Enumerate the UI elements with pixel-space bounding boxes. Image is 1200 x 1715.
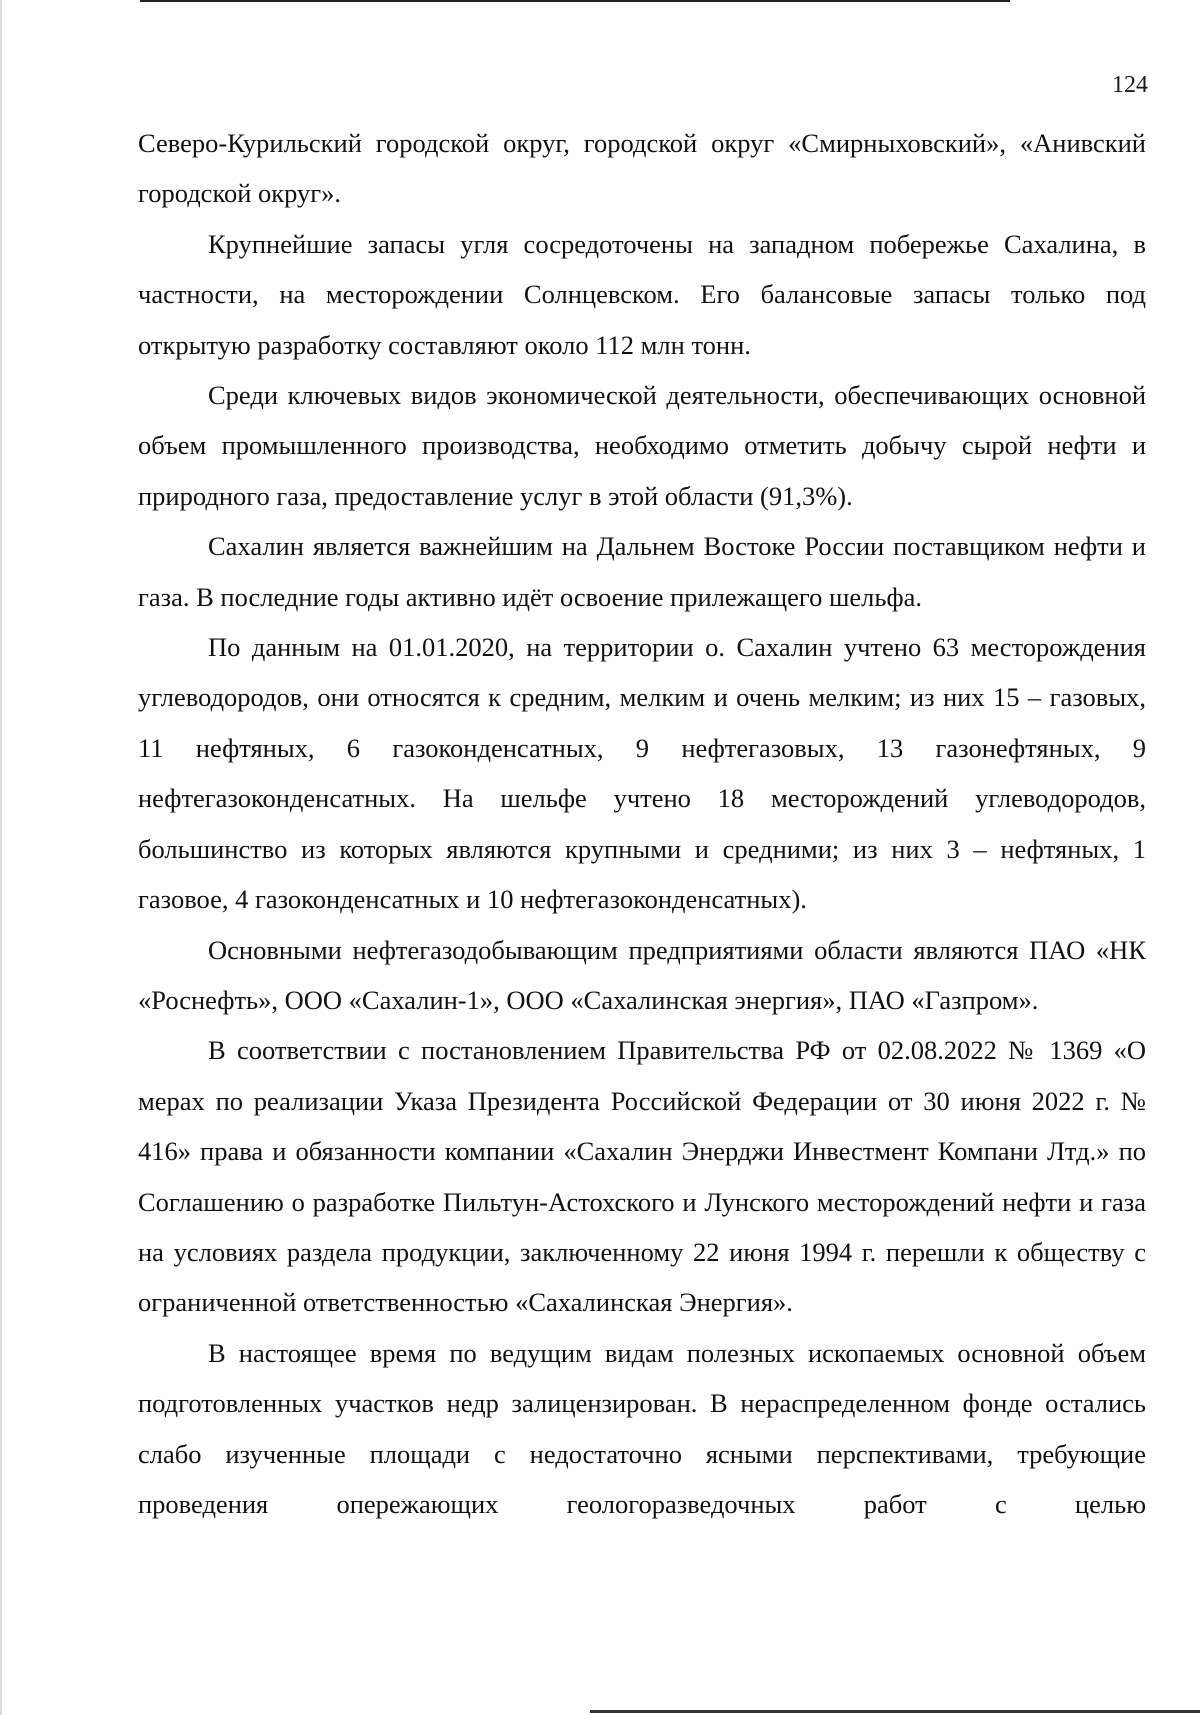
paragraph-coal-reserves: Крупнейшие запасы угля сосредоточены на западном побережье Сахалина, в частности, на месторождении Солнцевском. Его балансовые запасы только под открытую разработку составляют около 112 млн тонн. — [138, 228, 1146, 360]
scan-edge-left — [0, 0, 2, 1715]
paragraph-continuation: Северо-Курильский городской округ, городской округ «Смирныховский», «Анивский городской округ». — [138, 128, 1146, 209]
page-number: 124 — [1112, 72, 1148, 98]
paragraph-hydrocarbon-deposits: По данным на 01.01.2020, на территории о. Сахалин учтено 63 месторождения углеводородов, они относятся к средним, мелким и очень мелким; из них 15 – газовых, 11 нефтяных, 6 газоконденсатных, 9 нефтегазовых, 13 газонефтяных, 9 нефтегазоконденсатных. На шельфе учтено 18 месторождений углеводородов, большинство из которых являются крупными и средними; из них 3 – нефтяных, 1 газовое, 4 газоконденсатных и 10 нефтегазоконденсатных). — [138, 632, 1146, 915]
document-body — [138, 118, 1146, 1529]
paragraph-licensing: В настоящее время по ведущим видам полезных ископаемых основной объем подготовленных участков недр залицензирован. В нераспределенном фонде остались слабо изученные площади с недостаточно ясными перспективами, требующие проведения опережающих геологоразведочных работ с целью — [138, 1337, 1146, 1519]
paragraph-government-decree: В соответствии с постановлением Правительства РФ от 02.08.2022 № 1369 «О мерах по реализации Указа Президента Российской Федерации от 30 июня 2022 г. № 416» права и обязанности компании «Сахалин Энерджи Инвестмент Компани Лтд.» по Соглашению о разработке Пильтун-Астохского и Лунского месторождений нефти и газа на условиях раздела продукции, заключенному 22 июня 1994 г. перешли к обществу с ограниченной ответственностью «Сахалинская Энергия». — [138, 1035, 1146, 1318]
scan-edge-top — [140, 0, 1010, 2]
scan-edge-bottom — [590, 1710, 1200, 1713]
paragraph-oil-gas-supplier: Сахалин является важнейшим на Дальнем Востоке России поставщиком нефти и газа. В последние годы активно идёт освоение прилежащего шельфа. — [138, 531, 1146, 612]
paragraph-economic-activity: Среди ключевых видов экономической деятельности, обеспечивающих основной объем промышленного производства, необходимо отметить добычу сырой нефти и природного газа, предоставление услуг в этой области (91,3%). — [138, 380, 1146, 511]
paragraph-companies: Основными нефтегазодобывающим предприятиями области являются ПАО «НК «Роснефть», ООО «Сахалин-1», ООО «Сахалинская энергия», ПАО «Газпром». — [138, 934, 1146, 1015]
